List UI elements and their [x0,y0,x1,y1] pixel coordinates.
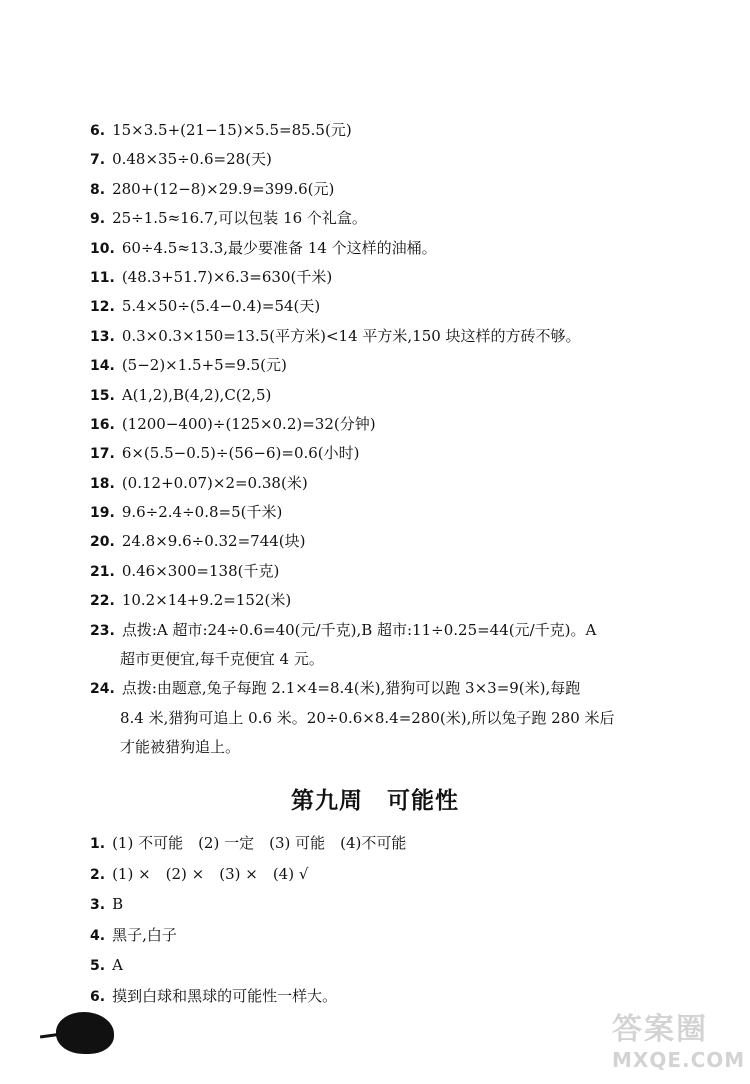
answer-text: (1) 不可能 (2) 一定 (3) 可能 (4)不可能 [112,834,407,852]
answer-item [90,498,690,527]
answer-item [90,950,690,981]
answer-item [90,116,690,145]
answer-number: 21. [90,563,115,580]
answer-number: 17. [90,446,115,463]
answer-number: 4. [90,927,106,944]
answer-item [90,263,690,292]
answer-number: 14. [90,358,115,375]
watermark-domain: MXQE.COM [612,1048,746,1072]
answer-number: 9. [90,211,106,228]
answer-text: 0.48×35÷0.6=28(天) [112,150,272,169]
answer-text: 黑子,白子 [112,925,177,944]
answer-item [90,889,690,920]
answer-text: 280+(12−8)×29.9=399.6(元) [112,179,335,198]
answer-text: (48.3+51.7)×6.3=630(千米) [121,267,333,286]
answer-text: 0.3×0.3×150=13.5(平方米)<14 平方米,150 块这样的方砖不够。 [121,326,581,345]
answer-text: A(1,2),B(4,2),C(2,5) [121,385,272,404]
answer-number: 23. [90,622,115,639]
answer-number: 12. [90,299,115,316]
answer-item [90,145,690,174]
answer-number: 10. [90,240,115,257]
answer-number: 16. [90,416,115,433]
answer-number: 6. [90,988,106,1005]
answer-item [90,981,690,1012]
answer-item [90,381,690,410]
answer-number: 3. [90,897,106,914]
answers-list-bottom [90,828,690,1012]
section-title: 第九周 可能性 [291,788,459,814]
answer-text: 9.6÷2.4÷0.8=5(千米) [121,503,283,522]
answer-text: 点拨:由题意,兔子每跑 2.1×4=8.4(米),猎狗可以跑 3×3=9(米),每跑 [121,679,581,698]
answer-text: (1) × (2) × (3) × (4) √ [112,864,309,883]
answer-item [90,828,690,859]
answer-item-23-line-2: 超市更便宜,每千克便宜 4 元。 [120,650,324,669]
answer-item [90,859,690,890]
answers-list-top [90,116,690,763]
answer-item [90,234,690,263]
answer-number: 5. [90,958,106,975]
answer-text: (0.12+0.07)×2=0.38(米) [121,473,308,492]
page-corner-blob [56,1012,114,1054]
answer-text: A [112,956,123,975]
answer-item [90,322,690,351]
answer-text: 10.2×14+9.2=152(米) [121,591,292,610]
answer-number: 8. [90,181,106,198]
answer-text: B [112,895,124,914]
answer-number: 19. [90,505,115,522]
answer-text: 点拨:A 超市:24÷0.6=40(元/千克),B 超市:11÷0.25=44(元/千克)。A [121,620,597,639]
answer-text: 6×(5.5−0.5)÷(56−6)=0.6(小时) [121,444,360,463]
answer-item-23-line-1 [90,616,690,645]
watermark-logo [612,1012,746,1078]
answer-text: 5.4×50÷(5.4−0.4)=54(天) [121,297,321,316]
answer-item-24-line-2: 8.4 米,猎狗可追上 0.6 米。20÷0.6×8.4=280(米),所以兔子跑 280 米后 [120,708,615,727]
answer-item-24-line-1 [90,674,690,703]
answer-item [90,439,690,468]
answer-number: 24. [90,681,115,698]
answer-item [90,469,690,498]
answer-text: 24.8×9.6÷0.32=744(块) [121,532,306,551]
answer-number: 6. [90,123,106,139]
watermark-text: 答案圈 [612,1012,708,1047]
answer-item [90,586,690,615]
answer-number: 13. [90,328,115,345]
answer-item [90,410,690,439]
answer-number: 1. [90,836,106,852]
answer-number: 2. [90,866,106,883]
answer-item [90,351,690,380]
answer-item [90,175,690,204]
answer-number: 15. [90,387,115,404]
answer-text: 15×3.5+(21−15)×5.5=85.5(元) [112,121,352,139]
answer-number: 11. [90,269,115,286]
answer-number: 22. [90,593,115,610]
answer-text: 25÷1.5≈16.7,可以包装 16 个礼盒。 [112,209,367,228]
answer-item [90,292,690,321]
answer-number: 18. [90,475,115,492]
answer-item [90,920,690,951]
answer-item [90,557,690,586]
answer-item [90,204,690,233]
answer-text: (5−2)×1.5+5=9.5(元) [121,356,287,375]
answer-number: 20. [90,534,115,551]
answer-text: (1200−400)÷(125×0.2)=32(分钟) [121,414,376,433]
answer-text: 60÷4.5≈13.3,最少要准备 14 个这样的油桶。 [121,238,437,257]
answer-text: 摸到白球和黑球的可能性一样大。 [112,986,338,1005]
answer-item [90,527,690,556]
answer-item-24-line-3: 才能被猎狗追上。 [120,738,241,757]
answer-text: 0.46×300=138(千克) [121,561,280,580]
answer-number: 7. [90,152,106,169]
